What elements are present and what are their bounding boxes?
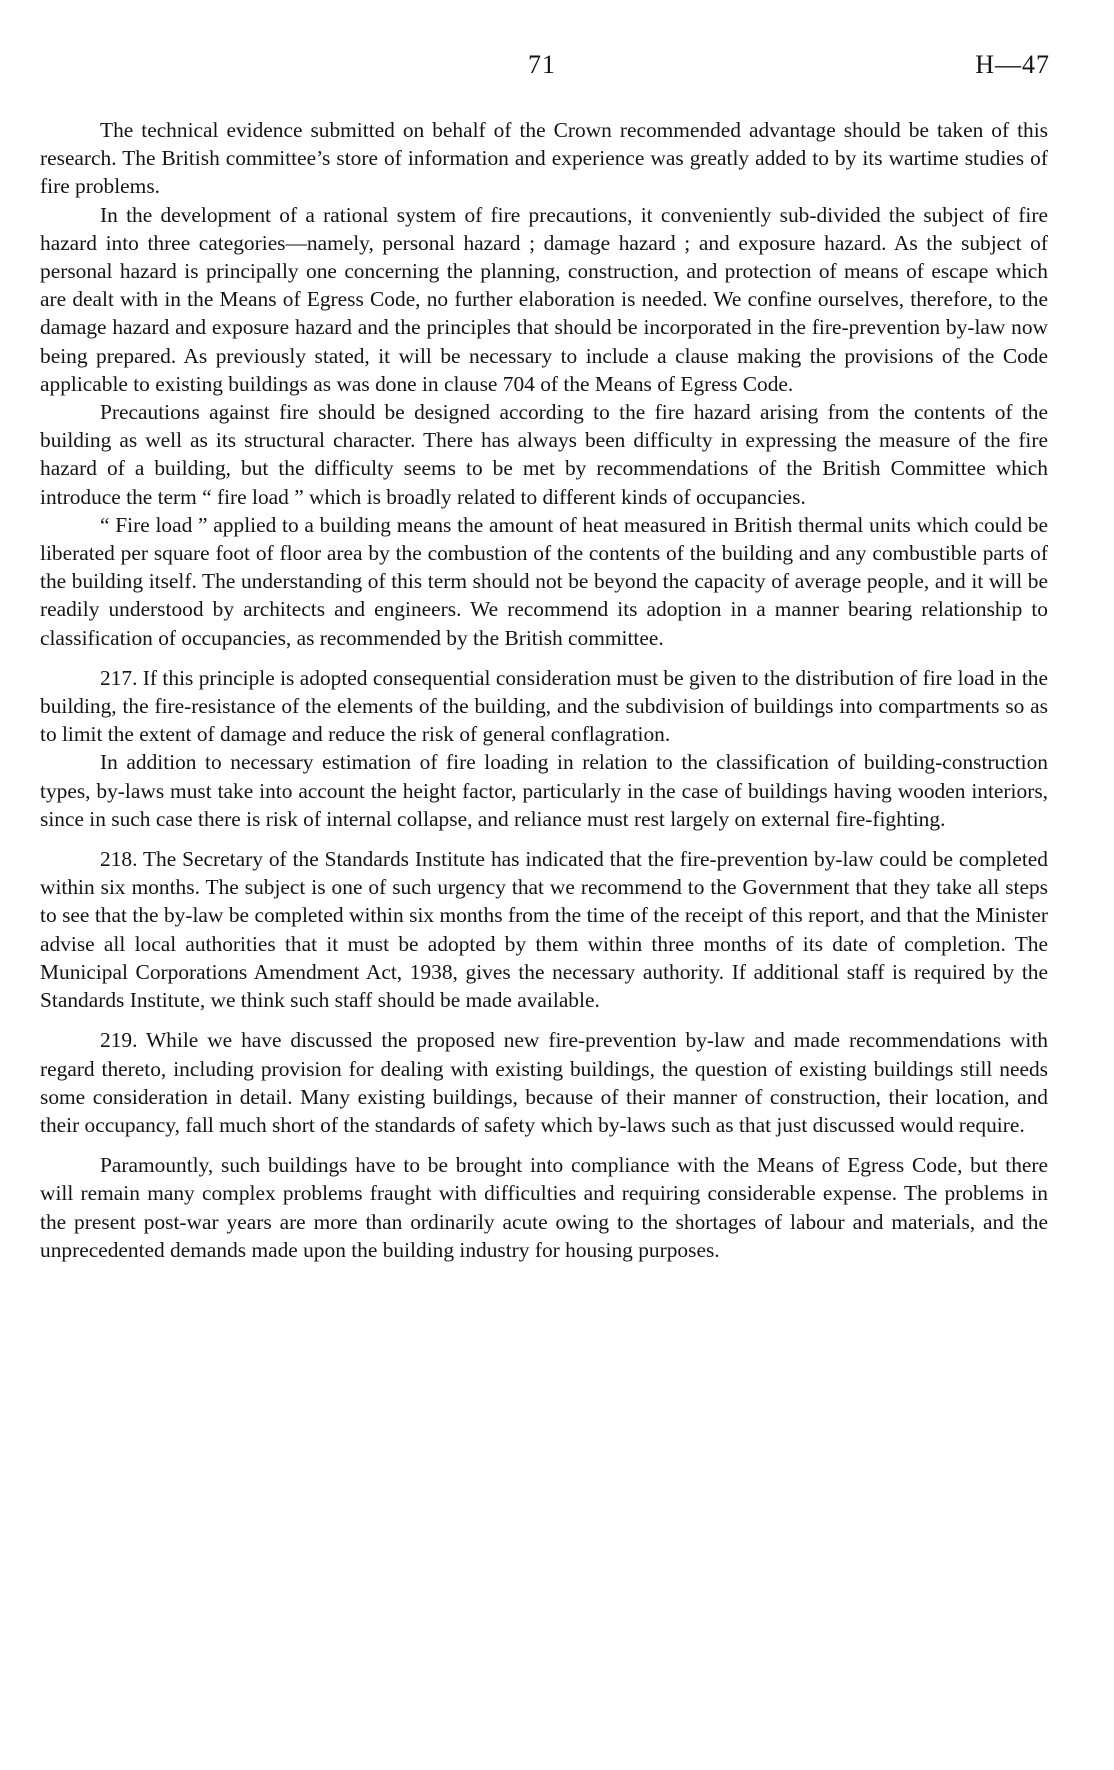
- body-text: [40, 116, 1048, 1264]
- page-number: 71: [528, 50, 556, 79]
- paragraph-precautions: Precautions against fire should be designed according to the fire hazard arising from the contents of the building as well as its structural character. There has always been difficulty in expressing the measure of the fire hazard of a building, but the difficulty seems to be met by recommendations of the British Committee which introduce the term “ fire load ” which is broadly related to different kinds of occupancies.: [40, 400, 1048, 509]
- paragraph-219: 219. While we have discussed the proposed new fire-prevention by-law and made recommendations with regard thereto, including provision for dealing with existing buildings, the question of existing buildings still needs some consideration in detail. Many existing buildings, because of their manner of construction, their location, and their occupancy, fall much short of the standards of safety which by-laws such as that just discussed would require.: [40, 1028, 1048, 1137]
- paragraph-crown-evidence: The technical evidence submitted on behalf of the Crown recommended advantage should be taken of this research. The British committee’s store of information and experience was greatly added to by its wartime studies of fire problems.: [40, 118, 1048, 199]
- paragraph-218: 218. The Secretary of the Standards Institute has indicated that the fire-prevention by-law could be completed within six months. The subject is one of such urgency that we recommend to the Government that they take all steps to see that the by-law be completed within six months from the time of the receipt of this report, and that the Minister advise all local authorities that it must be adopted by them within three months of its date of completion. The Municipal Corporations Amendment Act, 1938, gives the necessary authority. If additional staff is required by the Standards Institute, we think such staff should be made available.: [40, 847, 1048, 1013]
- page-header: [0, 50, 1114, 90]
- paragraph-fire-load-definition: “ Fire load ” applied to a building means the amount of heat measured in British thermal units which could be liberated per square foot of floor area by the combustion of the contents of the building and any combustible parts of the building itself. The understanding of this term should not be beyond the capacity of average people, and it will be readily understood by architects and engineers. We recommend its adoption in a manner bearing relationship to classification of occupancies, as recommended by the British committee.: [40, 512, 1048, 650]
- paragraph-fire-loading-estimation: In addition to necessary estimation of fire loading in relation to the classification of building-construction types, by-laws must take into account the height factor, particularly in the case of buildings having wooden interiors, since in such case there is risk of internal collapse, and reliance must rest largely on external fire-fighting.: [40, 750, 1048, 831]
- paragraph-egress-compliance: Paramountly, such buildings have to be brought into compliance with the Means of Egress Code, but there will remain many complex problems fraught with difficulties and requiring considerable expense. The problems in the present post-war years are more than ordinarily acute owing to the shortages of labour and materials, and the unprecedented demands made upon the building industry for housing purposes.: [40, 1153, 1048, 1262]
- paragraph-fire-hazard-categories: In the development of a rational system of fire precautions, it conveniently sub-divided the subject of fire hazard into three categories—namely, personal hazard ; damage hazard ; and exposure hazard. As the subject of personal hazard is principally one concerning the planning, construction, and protection of means of escape which are dealt with in the Means of Egress Code, no further elaboration is needed. We confine ourselves, therefore, to the damage hazard and exposure hazard and the principles that should be incorporated in the fire-prevention by-law now being prepared. As previously stated, it will be necessary to include a clause making the provisions of the Code applicable to existing buildings as was done in clause 704 of the Means of Egress Code.: [40, 202, 1048, 396]
- paragraph-217: 217. If this principle is adopted consequential consideration must be given to the distribution of fire load in the building, the fire-resistance of the elements of the building, and the subdivision of buildings into compartments so as to limit the extent of damage and reduce the risk of general conflagration.: [40, 665, 1048, 747]
- document-reference: H—47: [975, 50, 1050, 79]
